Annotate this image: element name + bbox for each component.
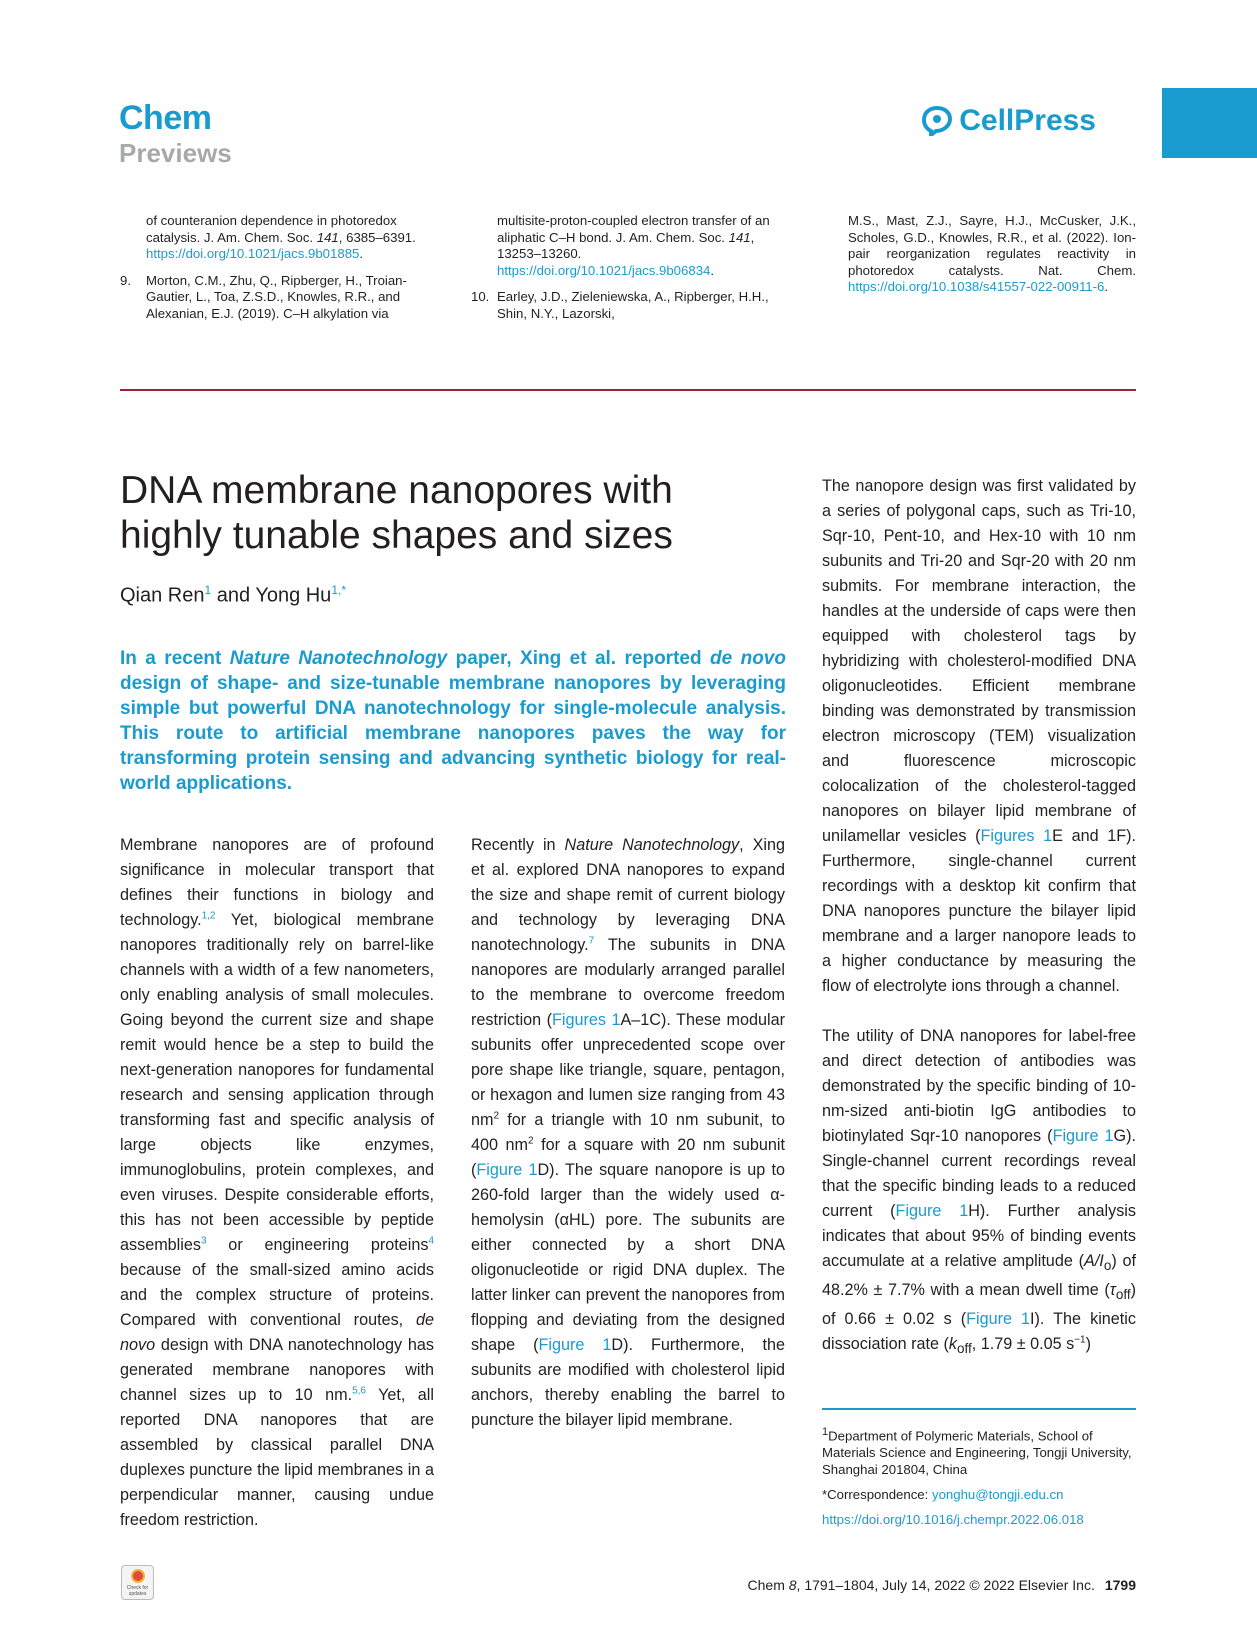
check-for-updates-badge[interactable]: Check for updates (121, 1565, 154, 1600)
citation-link[interactable]: 1,2 (201, 910, 216, 922)
paragraph: The utility of DNA nanopores for label-free and direct detection of antibodies was demonstrated by the specific binding of 10-nm-sized anti-biotin IgG antibodies to biotinylated Sqr-10 nanopores (Figure 1G). Single-channel current recordings reveal that the specific binding leads to a reduced current (Figure 1H). Further analysis indicates that about 95% of binding events accumulate at a relative amplitude $(A/I_o)$ of 48.2% ± 7.7% with a mean dwell time $(\tau_{off})$ of 0.66 ± 0.02 s (Figure 1I). The kinetic dissociation rate ($k_{off}$, 1.79 ± 0.05 $s^{-1}$) (822, 1027, 1137, 1357)
references-column-3 (822, 213, 1136, 296)
body-column-2 (471, 833, 785, 1433)
affiliation: $^1$Department of Polymeric Materials, School of Materials Science and Engineering, Tongji University, Shanghai 201804, China (822, 1426, 1132, 1478)
references-column-1 (120, 213, 442, 323)
affiliation-divider (822, 1408, 1136, 1410)
figure-link[interactable]: Figure 1 (476, 1161, 538, 1179)
email-link[interactable]: yonghu@tongji.edu.cn (931, 1487, 1064, 1503)
body-column-1 (120, 833, 434, 1533)
section-divider (120, 389, 1136, 391)
figure-link[interactable]: 1 (606, 1011, 621, 1029)
reference-9: 9. Morton, C.M., Zhu, Q., Ripberger, H., Troian-Gautier, L., Toa, Z.S.D., Knowles, R.R., and Alexanian, E.J. (2019). C–H alkylation via (120, 272, 407, 321)
reference-continued: of counteranion dependence in photoredox catalysis. J. Am. Chem. Soc. 141, 6385–6391. https://doi.org/10.1021/jacs.9b01885. (146, 213, 416, 262)
article-title: DNA membrane nanopores with highly tunable shapes and sizes (120, 469, 673, 557)
doi-link[interactable]: https://doi.org/10.1038/s41557-022-00911-6 (848, 279, 1105, 295)
page-footer: Chem 8, 1791–1804, July 14, 2022 © 2022 Elsevier Inc. 1799 (747, 1577, 1136, 1593)
correspondence: *Correspondence: yonghu@tongji.edu.cn (822, 1487, 1064, 1503)
author-affiliation-mark[interactable]: 1 (204, 583, 212, 597)
doi-link[interactable]: https://doi.org/10.1021/jacs.9b01885 (146, 246, 360, 262)
reference-continued: multisite-proton-coupled electron transfer of an aliphatic C–H bond. J. Am. Chem. Soc. 141, 13253–13260. https://doi.org/10.1021/jacs.9b06834. (497, 213, 770, 278)
doi-link[interactable]: https://doi.org/10.1021/jacs.9b06834 (497, 262, 711, 278)
reference-10: 10. Earley, J.D., Zieleniewska, A., Ripberger, H.H., Shin, N.Y., Lazorski, (471, 289, 769, 321)
journal-name: Chem (119, 99, 212, 137)
figure-link[interactable]: Figure 1 (966, 1310, 1031, 1329)
figure-link[interactable]: Figures 1 (980, 827, 1053, 845)
section-name: Previews (119, 138, 232, 168)
figure-link[interactable]: Figure 1 (895, 1202, 969, 1220)
section-tab (1162, 88, 1257, 158)
citation-link[interactable]: 3 (200, 1235, 207, 1247)
bookmark-icon (131, 1569, 145, 1583)
abstract: In a recent Nature Nanotechnology paper, Xing et al. reported de novo design of shape- and size-tunable membrane nanopores by leveraging simple but powerful DNA nanotechnology for single-molecule analysis. This route to artificial membrane nanopores paves the way for transforming protein sensing and advancing synthetic biology for real-world applications. (120, 648, 786, 794)
cellpress-icon (921, 106, 953, 136)
article-doi (822, 1511, 1136, 1528)
paragraph: Membrane nanopores are of profound significance in molecular transport that defines their functions in biology and technology.$^{1,2}$ Yet, biological membrane nanopores traditionally rely on barrel-like channels with a width of a few nanometers, only enabling analysis of small molecules. Going beyond the current size and shape remit would hence be a step to build the next-generation nanopores for fundamental research and sensing application through transforming fast and specific analysis of large objects like enzymes, immunoglobulins, protein complexes, and even viruses. Despite considerable efforts, this has not been accessible by peptide assemblies$^3$ or engineering proteins$^4$ because of the small-sized amino acids and the complex structure of proteins. Compared with conventional routes, de novo design with DNA nanotechnology has generated membrane nanopores with channel sizes up to 10 nm.$^{5,6}$ Yet, all reported DNA nanopores that are assembled by classical parallel DNA duplexes puncture the lipid membranes in a perpendicular manner, causing undue freedom restriction. (120, 836, 434, 1529)
paragraph: The nanopore design was first validated by a series of polygonal caps, such as Tri-10, Sqr-10, Pent-10, and Hex-10 with 10 nm subunits and Tri-20 and Sqr-20 with 20 nm submits. For membrane interaction, the handles at the underside of caps were then equipped with cholesterol tags by hybridizing with cholesterol-modified DNA oligonucleotides. Efficient membrane binding was demonstrated by transmission electron microscopy (TEM) visualization and fluorescence microscopic colocalization of the cholesterol-tagged nanopores on bilayer lipid membrane of unilamellar vesicles (Figures 1E and 1F). Furthermore, single-channel current recordings with a desktop kit confirm that DNA nanopores puncture the bilayer lipid membrane and a larger nanopore leads to a higher conductance by measuring the flow of electrolyte ions through a channel. (822, 477, 1136, 995)
publisher-logo (921, 106, 1096, 136)
figure-link[interactable]: Figure 1 (1052, 1127, 1114, 1145)
affiliation-block (822, 1424, 1136, 1528)
author-name: Qian Ren (120, 584, 205, 607)
doi-link[interactable]: https://doi.org/10.1016/j.chempr.2022.06.018 (822, 1512, 1084, 1528)
author-line: Qian Ren$^1$ and Yong $Hu^{1,*}$ (120, 583, 346, 607)
figure-link[interactable]: Figures (552, 1011, 607, 1029)
citation-link[interactable]: 4 (428, 1235, 434, 1247)
body-column-3 (822, 474, 1136, 1362)
author-affiliation-mark[interactable]: 1,* (331, 583, 346, 597)
page-number: 1799 (1104, 1577, 1136, 1593)
paragraph: Recently in Nature Nanotechnology, Xing et al. explored DNA nanopores to expand the size and shape remit of current biology and technology by leveraging DNA nanotechnology.$^7$ The subunits in DNA nanopores are modularly arranged parallel to the membrane to overcome freedom restriction (Figures 1A–1C). These modular subunits offer unprecedented scope over pore shape like triangle, square, pentagon, or hexagon and lumen size ranging from 43 $nm^2$ for a triangle with 10 nm subunit, to 400 $nm^2$ for a square with 20 nm subunit (Figure 1D). The square nanopore is up to 260-fold larger than the widely used α-hemolysin (αHL) pore. The subunits are either connected by a short DNA oligonucleotide or rigid DNA duplex. The latter linker can prevent the nanopores from flopping and deviating from the designed shape (Figure 1D). Furthermore, the subunits are modified with cholesterol lipid anchors, thereby enabling the barrel to puncture the bilayer lipid membrane. (471, 836, 786, 1429)
references-column-2 (471, 213, 793, 323)
figure-link[interactable]: Figure 1 (538, 1336, 612, 1354)
reference-continued: M.S., Mast, Z.J., Sayre, H.J., McCusker, J.K., Scholes, G.D., Knowles, R.R., et al. (2022). Ion-pair reorganization regulates reactivity in photoredox catalysts. Nat. Chem. https://doi.org/10.1038/s41557-022-00911-6. (848, 213, 1136, 295)
author-name: Yong Hu (255, 584, 332, 607)
publisher-name: CellPress (959, 104, 1096, 137)
citation-link[interactable]: 7 (588, 935, 595, 947)
citation-link[interactable]: 5,6 (352, 1385, 366, 1397)
